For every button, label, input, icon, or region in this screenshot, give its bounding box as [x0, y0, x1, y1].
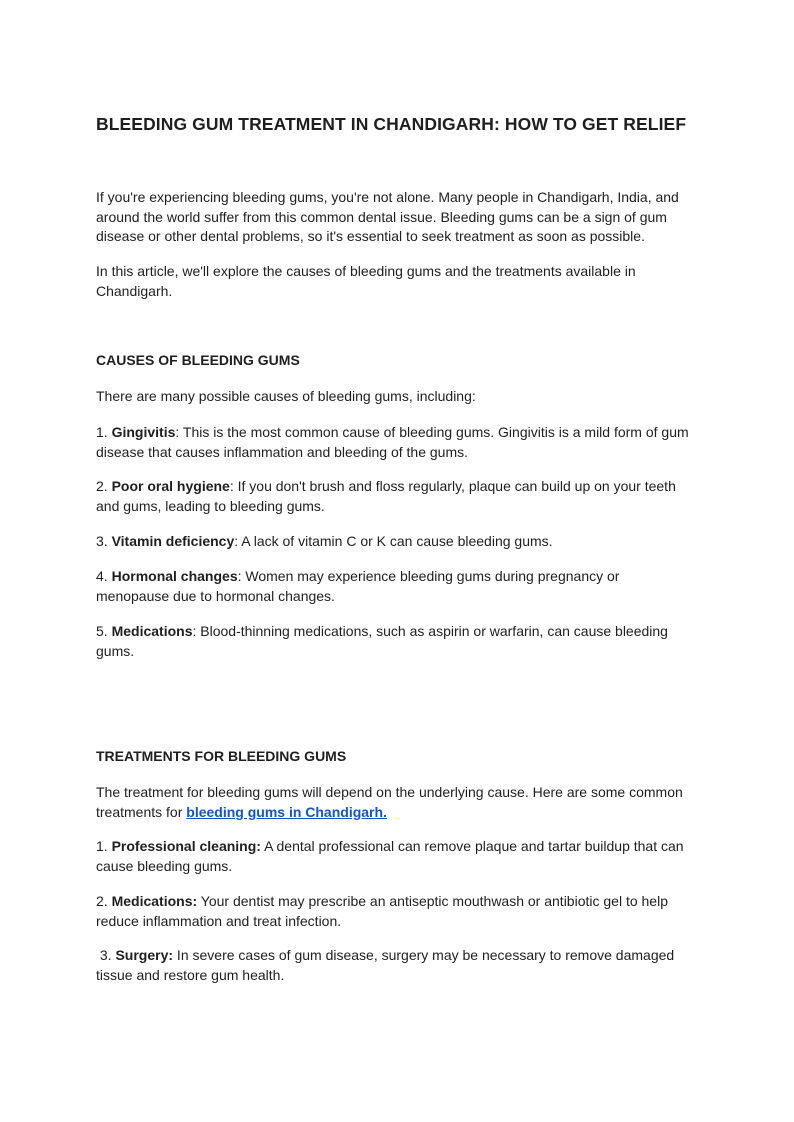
cause-item-hormonal-changes	[96, 567, 696, 606]
treatment-item-number: 2.	[96, 893, 112, 909]
treatment-item-number: 3.	[96, 947, 116, 963]
treatments-heading: TREATMENTS FOR BLEEDING GUMS	[96, 748, 347, 764]
treatment-item-term: Professional cleaning:	[111, 838, 261, 854]
cause-item-term: Poor oral hygiene	[111, 478, 230, 494]
cause-item-vitamin-deficiency	[96, 532, 696, 552]
cause-item-medications	[96, 622, 696, 661]
cause-item-poor-oral-hygiene	[96, 477, 696, 516]
treatment-item-text: A dental professional can remove plaque and tartar buildup that can cause bleeding gums.	[96, 838, 684, 874]
treatment-item-professional-cleaning	[96, 837, 696, 876]
cause-item-term: Gingivitis	[111, 424, 176, 440]
cause-item-text: : A lack of vitamin C or K can cause bleeding gums.	[234, 533, 553, 549]
treatment-item-term: Medications:	[111, 893, 198, 909]
intro-paragraph-2: In this article, we'll explore the causes of bleeding gums and the treatments available in Chandigarh.	[96, 263, 636, 299]
cause-item-number: 4.	[96, 568, 112, 584]
treatments-lead-text: The treatment for bleeding gums will depend on the underlying cause. Here are some common treatments for	[96, 784, 683, 820]
treatments-lead	[96, 783, 696, 822]
cause-item-term: Vitamin deficiency	[111, 533, 235, 549]
intro-paragraph-1: If you're experiencing bleeding gums, you're not alone. Many people in Chandigarh, India, and around the world suffer from this common dental issue. Bleeding gums can be a sign of gum disease or other dental problems, so it's essential to seek treatment as soon as possible.	[96, 189, 679, 244]
cause-item-text: : This is the most common cause of bleeding gums. Gingivitis is a mild form of gum disease that causes inflammation and bleeding of the gums.	[96, 424, 689, 460]
treatment-item-number: 1.	[96, 838, 112, 854]
page-title: BLEEDING GUM TREATMENT IN CHANDIGARH: HOW TO GET RELIEF	[96, 114, 687, 134]
cause-item-number: 3.	[96, 533, 112, 549]
treatment-item-text: In severe cases of gum disease, surgery may be necessary to remove damaged tissue and restore gum health.	[96, 947, 675, 983]
cause-item-text: : Women may experience bleeding gums during pregnancy or menopause due to hormonal changes.	[96, 568, 620, 604]
cause-item-number: 2.	[96, 478, 112, 494]
treatment-item-text: Your dentist may prescribe an antiseptic mouthwash or antibiotic gel to help reduce inflammation and treat infection.	[96, 893, 668, 929]
cause-item-text: : Blood-thinning medications, such as aspirin or warfarin, can cause bleeding gums.	[96, 623, 668, 659]
cause-item-number: 1.	[96, 424, 112, 440]
causes-lead: There are many possible causes of bleeding gums, including:	[96, 388, 476, 404]
bleeding-gums-link[interactable]: bleeding gums in Chandigarh.	[186, 803, 387, 820]
cause-item-term: Medications	[111, 623, 193, 639]
cause-item-term: Hormonal changes	[111, 568, 238, 584]
treatment-item-medications	[96, 892, 696, 931]
treatment-item-surgery	[96, 946, 696, 985]
cause-item-number: 5.	[96, 623, 112, 639]
cause-item-text: : If you don't brush and floss regularly, plaque can build up on your teeth and gums, leading to bleeding gums.	[96, 478, 676, 514]
causes-heading: CAUSES OF BLEEDING GUMS	[96, 352, 300, 368]
cause-item-gingivitis	[96, 423, 696, 462]
treatment-item-term: Surgery:	[115, 947, 174, 963]
